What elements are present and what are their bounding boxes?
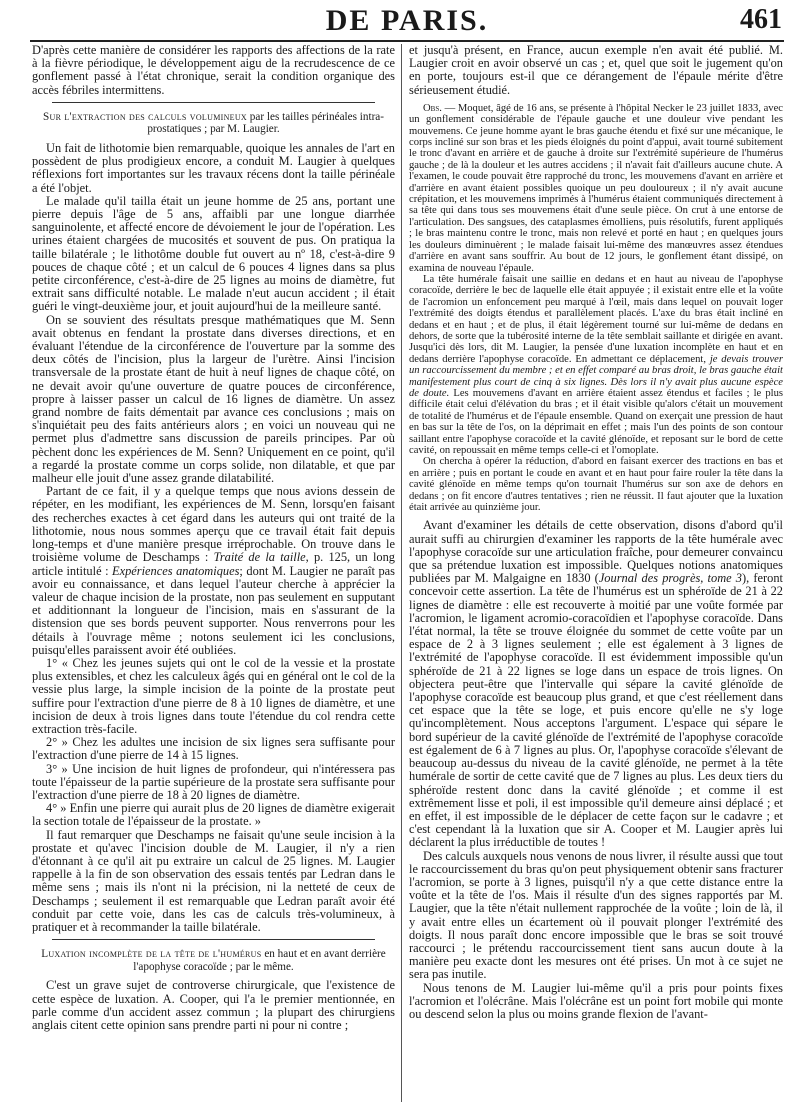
paragraph: On se souvient des résultats presque mathématiques que M. Senn avait obtenus en fendant la prostate dans diverses directions, et en évaluant l'étendue de la circonférence de l'ouverture par la somme des deux côtés de l'incision, plus la largeur de l'urètre. Ainsi l'incision transversale de la prostate étant de huit à neuf lignes de chaque côté, on ne devait avoir qu'une ouverture de quatre pouces de circonférence, propre à laisser passer un calcul de 16 lignes de diamètre. Un assez grand nombre de faits démentait par avance ces conclusions ; mais on s'inquiétait peu des faits antérieurs alors ; en voici un nouveau qui ne permet plus d'admettre sans discussion de pareils principes. Par où pèchent donc les expériences de M. Senn? Uniquement en ce point, qu'il a regardé la prostate comme un corps solide, non dilatable, et que par malheur elle jouit d'une assez grande dilatabilité. <box>32 312 395 486</box>
intro-paragraph: D'après cette manière de considérer les rapports des affections de la rate à la fièvre périodique, le développement aigu de la recrudescence de ce gonflement passé à l'état chronique, serait la condition organique des accès fébriles intermittens. <box>32 44 395 97</box>
paragraph: Des calculs auxquels nous venons de nous livrer, il résulte aussi que tout le raccourcissement du bras qu'on peut physiquement obtenir sans fracturer l'acromion, se porte à 3 lignes, puisqu'il n'y a que cette distance entre la voûte et la tête de l'os. Mais il résulte d'un des signes rapportés par M. Laugier, que la tête n'était nullement rapprochée de la voûte ; loin de là, il y avait entre elles un écartement où il pouvait plonger l'extrémité des doigts. Il nous paraît donc encore impossible que le bras se soit trouvé raccourci ; le prétendu raccourcissement tient sans aucun doute à la manière peu exacte dont les mesures ont été prises. Un mot à ce sujet ne sera pas inutile. <box>409 848 783 982</box>
observation-paragraph <box>409 274 783 457</box>
italic-run: Journal des progrès, tome 3 <box>598 571 743 586</box>
italic-run: Traité de la taille <box>213 550 306 565</box>
paragraph <box>32 485 395 657</box>
section-title-caps: Sur l'extraction des calculs volumineux <box>42 110 247 123</box>
quote-item: 1° « Chez les jeunes sujets qui ont le col de la vessie et la prostate plus extensibles, et chez les calculeux âgés qui en général ont le col de la vessie plus large, la simple incision de la pointe de la prostate peut suffire pour l'extraction d'une pierre de 8 à 10 lignes de diamètre, et une incision de deux à trois lignes dans toute l'étendue du col rendra cette extraction très-facile. <box>32 655 395 736</box>
text-run: — Moquet, âgé de 16 ans, se présente à l'hôpital Necker le 23 juillet 1833, avec un gonflement considérable de l'épaule gauche et une douleur vive pendant les mouvemens. Ce jeune homme ayant le bras gauche étendu et fixé sur une mécanique, le corps incliné sur son bras et les pieds éloignés du point d'appui, avait tourné subitement le tronc d'avant en arrière et de gauche à droite sur l'extrémité supérieure de l'humérus gauche ; de là la douleur et les autres accidens ; il n'avait fait d'ailleurs aucune chute. A l'examen, le coude pouvait être rapproché du tronc, les mouvemens d'avant en arrière et d'arrière en avant étaient possibles quoique un peu douloureux ; il n'y avait aucune crépitation, et les mouvemens imprimés à l'humérus étaient communiqués directement à sa tête qui dans tous ses mouvemens était d'une seule pièce. On crut à une entorse de l'articulation. Des sangsues, des cataplasmes émolliens, puis résolutifs, furent appliqués ; le bras maintenu contre le tronc, mais non relevé et porté en haut ; en quelques jours les douleurs diminuèrent ; le malade faisait lui-même des manœuvres assez étendues d'arrière en avant sans souffrir. Au bout de 12 jours, le gonflement étant dissipé, on examina de nouveau l'épaule. <box>409 102 783 274</box>
paragraph <box>409 519 783 849</box>
column-divider <box>401 44 402 1102</box>
section-title-rest: en haut et en avant derrière l'apophyse coracoïde ; par le même. <box>133 948 386 973</box>
page-number: 461 <box>740 4 782 35</box>
right-column <box>409 44 783 1102</box>
quote-item: 2° » Chez les adultes une incision de six lignes sera suffisante pour l'extraction d'une pierre de 14 à 15 lignes. <box>32 735 395 763</box>
observation-paragraph: On chercha à opérer la réduction, d'abord en faisant exercer des tractions en bas et en arrière ; puis en portant le coude en avant et en haut pour faire rouler la tête dans la cavité glénoïde en même temps qu'on tournait l'humérus sur son axe de dehors en dedans ; on fit encore d'autres tentatives ; rien ne réussit. Il faut ajouter que la luxation était arrivée au quinzième jour. <box>409 456 783 514</box>
section-title-luxation <box>38 948 389 973</box>
observation-block <box>409 103 783 514</box>
section-title-caps: Luxation incomplète de la tête de l'humérus <box>41 948 262 961</box>
observation-label: Obs. <box>423 102 442 114</box>
paragraph: Il faut remarquer que Deschamps ne faisait qu'une seule incision à la prostate et qu'avec l'incision double de M. Laugier, il n'y a rien d'étonnant à ce qu'il ait pu extraire un calcul de 25 lignes. M. Laugier rappelle à la fin de son observation des essais tentés par Ledran dans le même sens ; mais ils n'ont ni la précision, ni la netteté de ceux de Deschamps ; seulement il est remarquable que Ledran paraît avoir été conduit par cette voie, dans les cas de calculs très-volumineux, à pratiquer et à recommander la taille bilatérale. <box>32 827 395 934</box>
text-run: ; dont M. Laugier ne paraît pas avoir eu connaissance, et dans lequel l'auteur cherche à apprécier la valeur de chaque incision de la prostate, non pas seulement en supputant et additionnant la longueur de l'incision, mais en s'assurant de la distension que ses bords peuvent supporter. Nous renverrons pour les détails à l'ouvrage même ; notons seulement ici les conclusions, puisqu'elles paraissent avoir été oubliées. <box>32 563 395 657</box>
left-column <box>32 44 395 1102</box>
paragraph: Un fait de lithotomie bien remarquable, quoique les annales de l'art en possèdent de plus prodigieux encore, a conduit M. Laugier à quelques réflexions fort importantes sur les travaux récens dont la taille périnéale a été l'objet. <box>32 141 395 195</box>
text-run: Partant de ce fait, il y a quelque temps que nous avions dessein de répéter, en les modifiant, les expériences de M. Senn, lorsqu'en faisant des recherches exactes à cet égard dans les auteurs qui ont traité de la lithotomie, nous nous sommes aperçu que ce travail était fait depuis long-temps et d'une manière presque irréprochable. On trouve dans le troisième volume de Deschamps : <box>32 484 395 565</box>
paragraph: et jusqu'à présent, en France, aucun exemple n'en avait été publié. M. Laugier croit en avoir observé un cas ; et, quel que soit le jugement qu'on en porte, toujours est-il que ce dérangement de l'épaule mérite d'être sérieusement étudié. <box>409 44 783 97</box>
observation-paragraph <box>409 103 783 274</box>
text-run: Les mouvemens d'avant en arrière étaient assez étendus et faciles ; le plus difficile était celui d'élévation du bras ; et il était visible qu'alors c'était un mouvement de totalité de l'humérus et de l'épaule ensemble. Quand on exerçait une pression de haut en bas sur la tête de l'os, on la déprimait en effet ; mais l'un des points de son contour saillant entre l'apophyse coracoïde et la cavité glénoïde, et reposant sur le bord de cette cavité, on repoussait en même temps celle-ci et l'omoplate. <box>409 387 783 456</box>
page-header <box>30 0 784 42</box>
text-run: La tête humérale faisait une saillie en dedans et en haut au niveau de l'apophyse coracoïde, derrière le bec de laquelle elle était appuyée ; il existait entre elle et la voûte de l'acromion un enfoncement peu marqué à l'œil, mais dans lequel on pouvait loger l'extrémité des doigts étendus et parallèlement placés. L'axe du bras était incliné en dedans et en haut ; et de plus, il était légèrement tourné sur lui-même de dedans en dehors, de sorte que la tubérosité interne de la tête semblait saillante et dirigée en avant. Jusqu'ici dès lors, dit M. Laugier, la pensée d'une luxation incomplète en haut et en dedans derrière l'apophyse coracoïde. En admettant ce déplacement, <box>409 273 783 365</box>
section-separator <box>52 102 375 103</box>
paragraph: C'est un grave sujet de controverse chirurgicale, que l'existence de cette espèce de luxation. A. Cooper, qui l'a le premier mentionnée, en parle comme d'un accident assez commun ; la plupart des chirurgiens anglais citent cette opinion sans prendre parti ni pour ni contre ; <box>32 978 395 1032</box>
quote-item: 4° » Enfin une pierre qui aurait plus de 20 lignes de diamètre exigerait la section totale de l'épaisseur de la prostate. » <box>32 801 395 829</box>
running-title: DE PARIS. <box>325 4 489 37</box>
paragraph: Nous tenons de M. Laugier lui-même qu'il a pris pour points fixes l'acromion et l'olécrâne. Mais l'olécrâne est un point fort mobile qui monte ou descend selon la plus ou moins grande flexion de l'avant- <box>409 980 783 1021</box>
text-run: , p. 125, un long article intitulé : <box>32 550 395 578</box>
text-run: Avant d'examiner les détails de cette observation, disons d'abord qu'il aurait suffi au chirurgien d'examiner les rapports de la tête humérale avec l'apophyse coracoïde sur une articulation fraîche, pour demeurer convaincu que sa prétendue luxation est impossible. Quelques notions anatomiques publiées par M. Malgaigne en 1830 ( <box>409 518 783 586</box>
section-title-rest: par les tailles périnéales intra-prostatiques ; par M. Laugier. <box>147 110 384 136</box>
italic-run: Expériences anatomiques <box>112 563 240 578</box>
paragraph: Le malade qu'il tailla était un jeune homme de 25 ans, portant une pierre depuis l'âge de 5 ans, affaibli par une longue diarrhée sanguinolente, et affecté encore de dévoiement le jour de l'opération. Les urines étaient chargées de mucosités et souvent de pus. On pratiqua la taille bilatérale ; le lithotôme double fut ouvert au nº 18, c'est-à-dire 9 pouces de chaque côté ; et un calcul de 6 pouces 4 lignes dans sa plus petite circonférence, c'est-à-dire de 25 lignes au moins de diamètre, fut extrait sans difficulté notable. Le malade n'eut aucun accident ; il était guéri le vingt-deuxième jour, et jouit aujourd'hui de la meilleure santé. <box>32 193 395 314</box>
italic-run: je devais trouver un raccourcissement du membre ; et en effet comparé au bras droit, le bras gauche était manifestement plus court de cinq à six lignes. Dès lors il n'y avait plus aucune espèce de doute. <box>409 353 783 399</box>
section-title-calculs <box>38 111 389 136</box>
quote-item: 3° » Une incision de huit lignes de profondeur, qui n'intéressera pas toute l'épaisseur de la partie supérieure de la prostate sera suffisante pour l'extraction d'une pierre de 18 à 20 lignes de diamètre. <box>32 761 395 802</box>
text-run: ), feront concevoir cette assertion. La tête de l'humérus est un sphéroïde de 21 à 22 lignes de diamètre : elle est recouverte à moitié par une voûte formée par l'acromion, le ligament acromio-coracoïdien et l'apophyse coracoïde. Dans l'état normal, la tête se trouve éloignée du sommet de cette voûte par un espace de 2 à 3 lignes seulement ; elle est également à 3 lignes de l'extrémité de l'apophyse coracoïde. Il est évidemment impossible qu'un sphéroïde de 21 à 22 lignes se loge dans un espace de trois lignes. On objectera peut-être que l'intervalle qui sépare la cavité glénoïde de l'apophyse coracoïde est beaucoup plus grand, et que c'est réellement dans cet espace que la tête se loge, et puis encore qu'elle ne s'y loge qu'incomplètement. Nous acceptons l'argument. L'espace qui sépare le bord supérieur de la cavité glénoïde de l'extrémité de l'apophyse coracoïde est également de 6 à 7 lignes au plus. Or, l'apophyse coracoïde s'élevant de beaucoup au-dessus du niveau de la cavité glénoïde, ne permet à la tête humérale de sortir de cette cavité que de 7 lignes au plus. Les deux tiers du sphéroïde restent donc dans la cavité glénoïde ; et comme il est extrêmement lisse et poli, il est impossible qu'il demeure ainsi déplacé ; et en effet, il est impossible de le déplacer de cette façon sur le cadavre ; et c'est cependant là la luxation que sir A. Cooper et M. Laugier après lui déclarent la plus irréductible de toutes ! <box>409 571 783 850</box>
section-separator <box>52 939 375 940</box>
